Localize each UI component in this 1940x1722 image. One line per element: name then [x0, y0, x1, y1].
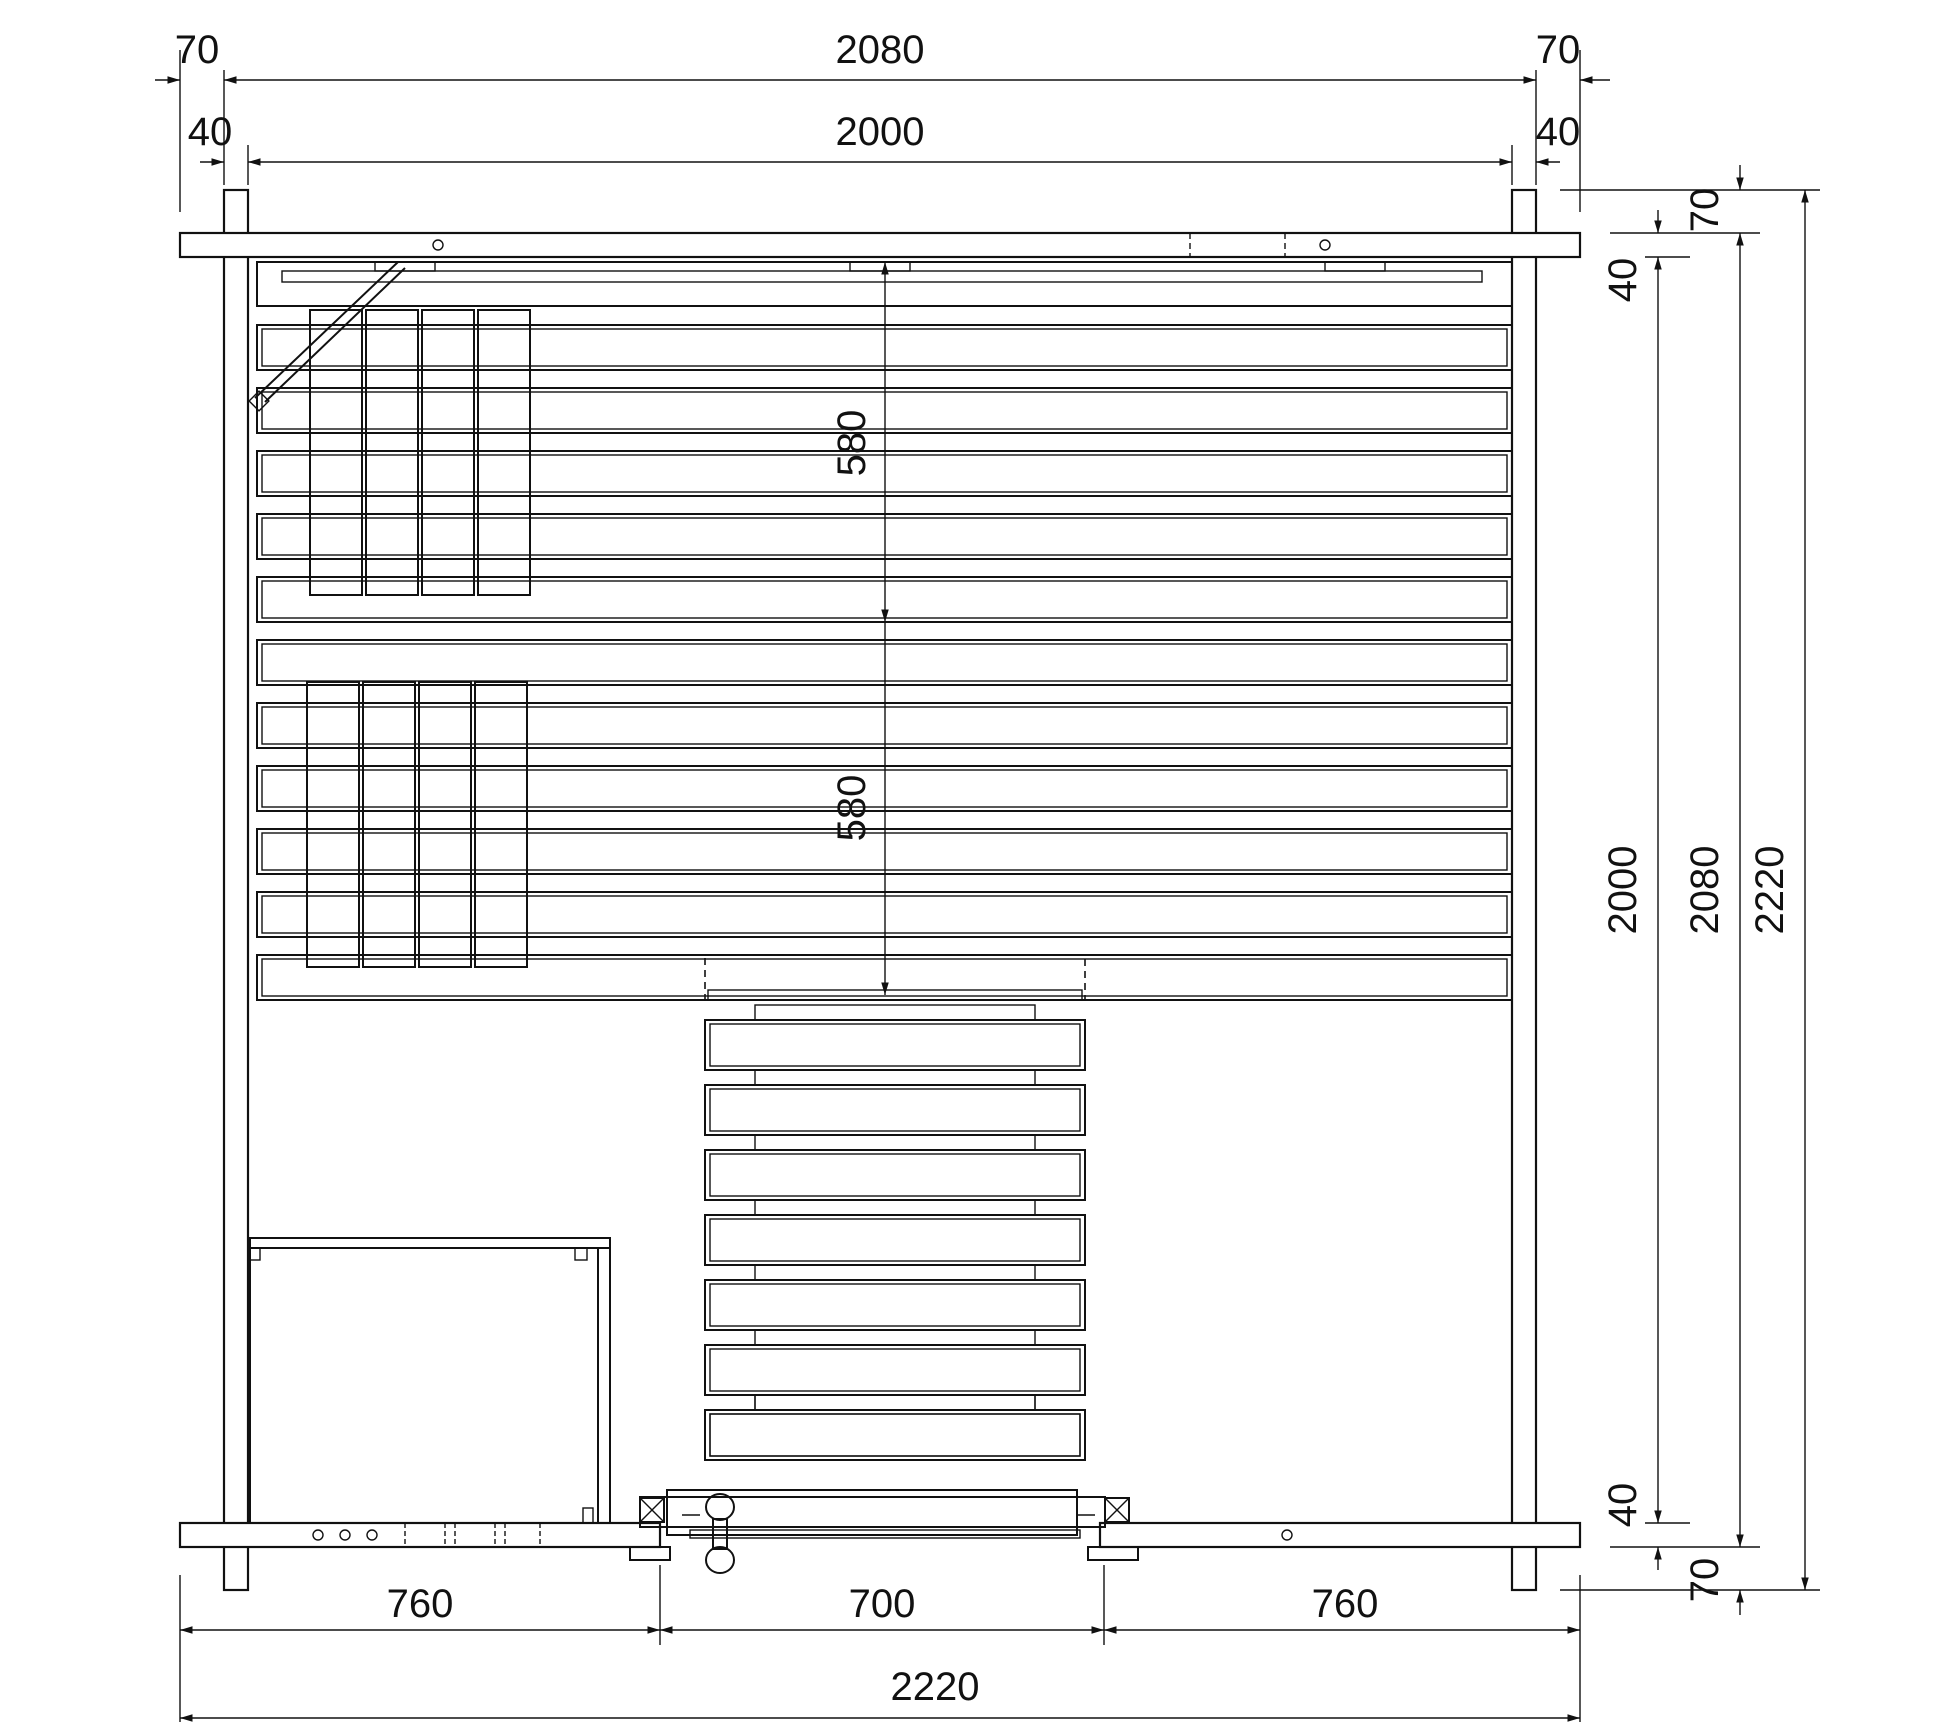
dim-top-left-outer: 70	[174, 28, 220, 72]
dim-bottom-right: 760	[1311, 1582, 1379, 1626]
dim-right-top-inner: 40	[1601, 257, 1645, 303]
top-wall	[180, 233, 1580, 257]
backrest-board	[478, 310, 530, 595]
grate-slat	[705, 1085, 1085, 1135]
dim-bench-gap-lower: 580	[830, 774, 874, 842]
door-hinge-right	[1105, 1498, 1129, 1522]
dim-bottom-left: 760	[386, 1582, 454, 1626]
grate-slat	[705, 1150, 1085, 1200]
dim-right-overall: 2220	[1748, 845, 1792, 935]
dim-right-bottom-outer: 70	[1683, 1557, 1727, 1603]
grate-slat	[705, 1215, 1085, 1265]
glass-door	[630, 1490, 1138, 1573]
dim-top-inner: 2000	[835, 110, 925, 154]
right-post	[1512, 190, 1536, 1590]
grate-slat	[705, 1410, 1085, 1460]
grate-slat	[705, 1020, 1085, 1070]
dim-right-mid: 2080	[1683, 845, 1727, 935]
dim-right-top-outer: 70	[1683, 187, 1727, 233]
backrest-board	[475, 682, 527, 967]
floor-duckboard	[705, 955, 1085, 1460]
backrest-board	[422, 310, 474, 595]
dimension-labels	[175, 28, 1792, 1709]
structure	[180, 190, 1580, 1590]
door-hinge-left	[640, 1498, 664, 1522]
dim-top-right-inner: 40	[1535, 110, 1581, 154]
dim-right-inner: 2000	[1601, 845, 1645, 935]
backrest-board	[419, 682, 471, 967]
grate-slat	[705, 1410, 1085, 1460]
backrest-board	[307, 682, 359, 967]
grate-slat	[705, 1345, 1085, 1395]
dim-right-bottom-inner: 40	[1601, 1482, 1645, 1528]
dim-bottom-overall: 2220	[890, 1665, 980, 1709]
backrest-board	[363, 682, 415, 967]
sauna-heater	[250, 1238, 610, 1523]
dimension-lines	[155, 50, 1820, 1722]
backrest-boards	[307, 310, 530, 967]
left-post	[224, 190, 248, 1590]
dim-bench-gap-upper: 580	[830, 409, 874, 477]
dim-top-left-inner: 40	[187, 110, 233, 154]
backrest-board	[366, 310, 418, 595]
dim-top-overall: 2080	[835, 28, 925, 72]
bottom-wall-right	[1100, 1523, 1580, 1547]
bottom-wall-left	[180, 1523, 660, 1547]
dim-top-right-outer: 70	[1535, 28, 1581, 72]
dim-bottom-door: 700	[848, 1582, 916, 1626]
grate-slat	[705, 1280, 1085, 1330]
